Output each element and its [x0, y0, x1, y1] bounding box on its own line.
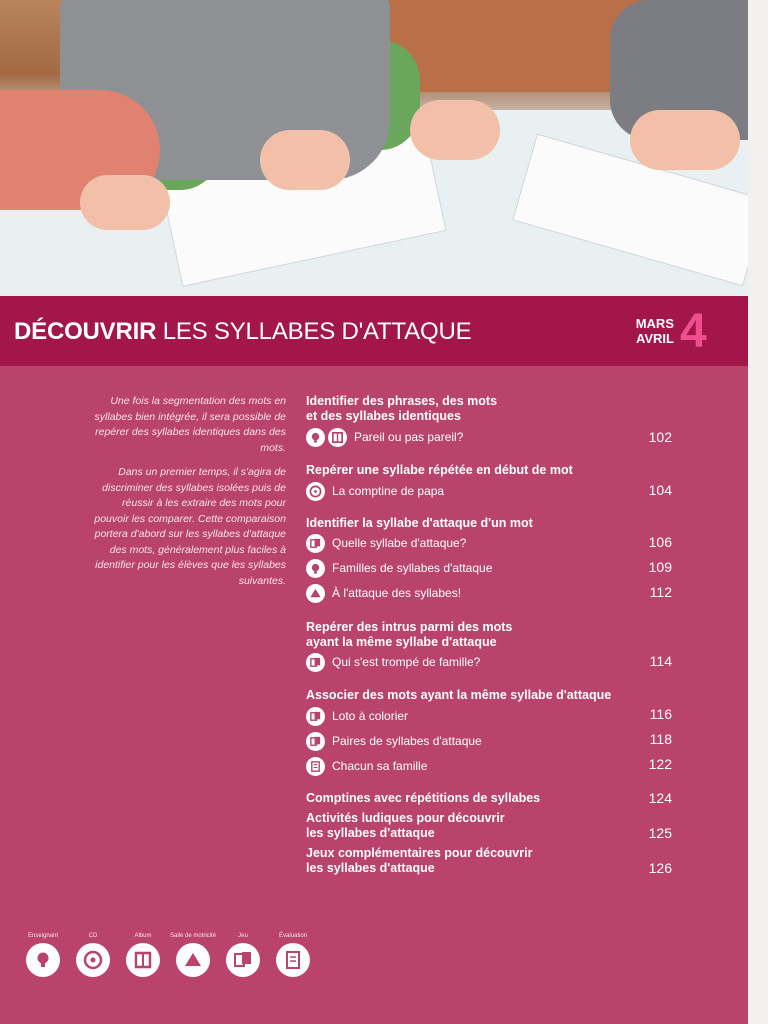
toc-item-label: Loto à colorier	[332, 709, 409, 723]
header-photo	[0, 0, 748, 296]
toc-item[interactable]	[306, 533, 606, 553]
legend-item: Enseignant	[18, 922, 68, 977]
month-2: AVRIL	[635, 331, 674, 346]
intro-paragraph: Une fois la segmentation des mots en syllabes bien intégrée, il sera possible de repérer des syllabes identiques dans des mots.	[94, 395, 286, 454]
toc-item-label: Pareil ou pas pareil?	[354, 430, 464, 444]
page-number: 104	[648, 482, 672, 498]
evaluation-icon	[306, 757, 325, 776]
cd-icon	[76, 943, 110, 977]
toc-item-label: Chacun sa famille	[332, 759, 428, 773]
page-number: 122	[648, 756, 672, 772]
cd-icon	[306, 482, 325, 501]
title-bold: DÉCOUVRIR	[14, 318, 157, 345]
page-number: 112	[649, 584, 672, 600]
legend-item: Jeu	[218, 922, 268, 977]
intro-text	[90, 394, 286, 598]
legend-item: Évaluation	[268, 922, 318, 977]
toc-item[interactable]	[306, 583, 606, 603]
evaluation-icon	[276, 943, 310, 977]
toc-item[interactable]	[306, 481, 606, 501]
page-number: 116	[649, 706, 672, 722]
triangle-icon	[176, 943, 210, 977]
cards-icon	[306, 653, 325, 672]
toc-item[interactable]	[306, 731, 606, 751]
toc-item-label: À l'attaque des syllabes!	[332, 586, 462, 600]
section-title: Activités ludiques pour découvrir les syllabes d'attaque	[306, 811, 505, 840]
toc-item-label: Familles de syllabes d'attaque	[332, 561, 493, 575]
title-light: LES SYLLABES D'ATTAQUE	[162, 318, 472, 345]
lightbulb-icon	[26, 943, 60, 977]
page-number: 125	[648, 825, 672, 841]
page-number: 106	[648, 534, 672, 550]
section-title: Comptines avec répétitions de syllabes	[306, 791, 541, 805]
triangle-icon	[306, 584, 325, 603]
intro-paragraph: Dans un premier temps, il s'agira de discriminer des syllabes isolées puis de réussir à les extraire des mots pour pouvoir les comparer. Cette comparaison portera d'abord sur les syllabes d'attaque des mots, généralement plus faciles à identifier pour les élèves que les syllabes suivantes.	[94, 466, 286, 587]
page-number: 118	[649, 731, 672, 747]
section-title: Identifier des phrases, des mots et des syllabes identiques	[306, 394, 498, 423]
section-title: Associer des mots ayant la même syllabe d'attaque	[306, 688, 612, 702]
lightbulb-icon	[306, 559, 325, 578]
section-title: Identifier la syllabe d'attaque d'un mot	[306, 516, 533, 530]
page-number: 114	[649, 653, 672, 669]
legend-item: Album	[118, 922, 168, 977]
cards-icon	[306, 732, 325, 751]
album-icon	[126, 943, 160, 977]
toc-item-label: Qui s'est trompé de famille?	[332, 655, 481, 669]
toc-item[interactable]	[306, 706, 606, 726]
page-number: 126	[648, 860, 672, 876]
toc-item[interactable]	[306, 558, 606, 578]
legend-item: Salle de motricité	[168, 922, 218, 977]
page-number: 102	[648, 429, 672, 445]
section-title: Repérer des intrus parmi des mots ayant la même syllabe d'attaque	[306, 620, 513, 649]
legend-item: CD	[68, 922, 118, 977]
unit-number: 4	[680, 305, 707, 358]
icon-legend	[18, 922, 318, 977]
lightbulb-icon	[306, 428, 325, 447]
toc-item[interactable]	[306, 652, 606, 672]
section-title: Repérer une syllabe répétée en début de mot	[306, 463, 573, 477]
cards-icon	[306, 534, 325, 553]
page-number: 124	[648, 790, 672, 806]
toc-item[interactable]	[306, 756, 606, 776]
chapter-header	[0, 296, 748, 366]
cards-icon	[306, 707, 325, 726]
toc-item-label: Quelle syllabe d'attaque?	[332, 536, 467, 550]
page-edge	[748, 0, 768, 1024]
page-title	[14, 318, 471, 346]
page-number: 109	[648, 559, 672, 575]
toc-item[interactable]	[306, 427, 606, 447]
cards-icon	[226, 943, 260, 977]
section-title: Jeux complémentaires pour découvrir les syllabes d'attaque	[306, 846, 533, 875]
toc-item-label: La comptine de papa	[332, 484, 445, 498]
album-icon	[328, 428, 347, 447]
toc-item-label: Paires de syllabes d'attaque	[332, 734, 482, 748]
month-1: MARS	[635, 316, 674, 331]
period-months	[630, 316, 674, 346]
